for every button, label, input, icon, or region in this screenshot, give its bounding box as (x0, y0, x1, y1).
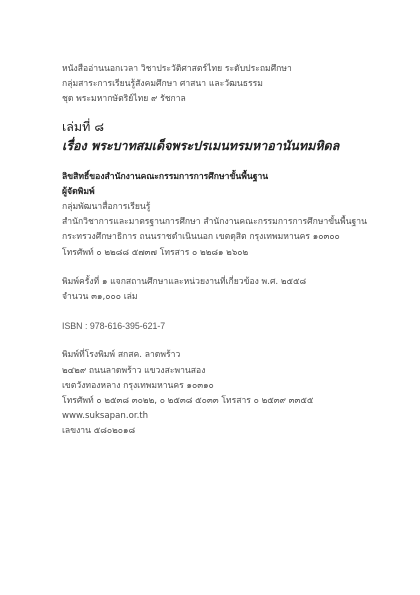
isbn: ISBN : 978-616-395-621-7 (62, 321, 166, 332)
copyright-holder: ลิขสิทธิ์ของสำนักงานคณะกรรมการการศึกษาขั้นพื้นฐาน (62, 171, 269, 182)
job-number: เลขงาน ๕๘๐๒๐๑๘ (62, 426, 136, 437)
series-block (62, 62, 402, 108)
print-quantity: จำนวน ๓๑,๐๐๐ เล่ม (62, 292, 138, 303)
series-line-set: ชุด พระมหากษัตริย์ไทย ๙ รัชกาล (62, 94, 186, 105)
book-title: เรื่อง พระบาทสมเด็จพระปรเมนทรมหาอานันทมหิดล (62, 137, 340, 153)
volume-number: เล่มที่ ๘ (62, 118, 105, 134)
publisher-label: ผู้จัดพิมพ์ (62, 186, 95, 197)
series-line-strand: กลุ่มสาระการเรียนรู้สังคมศึกษา ศาสนา และวัฒนธรรม (62, 79, 263, 90)
publisher-phone: โทรศัพท์ ๐ ๒๒๘๘ ๕๗๓๗ โทรสาร ๐ ๒๒๘๑ ๒๖๐๒ (62, 247, 249, 258)
printer-address: เขตวังทองหลาง กรุงเทพมหานคร ๑๐๓๑๐ (62, 380, 214, 391)
edition-info: พิมพ์ครั้งที่ ๑ แจกสถานศึกษาและหน่วยงานที่เกี่ยวข้อง พ.ศ. ๒๕๕๘ (62, 276, 307, 287)
publisher-line: กระทรวงศึกษาธิการ ถนนราชดำเนินนอก เขตดุสิต กรุงเทพมหานคร ๑๐๓๐๐ (62, 232, 340, 243)
copyright-page (62, 62, 402, 440)
series-line-subject: หนังสืออ่านนอกเวลา วิชาประวัติศาสตร์ไทย ระดับประถมศึกษา (62, 64, 292, 74)
printer-phone: โทรศัพท์ ๐ ๒๕๓๘ ๓๐๒๒, ๐ ๒๕๓๘ ๕๐๓๓ โทรสาร ๐ ๒๕๓๙ ๓๓๕๕ (62, 396, 314, 407)
printer-address: ๒๔๒๙ ถนนลาดพร้าว แขวงสะพานสอง (62, 365, 206, 376)
printer-name: พิมพ์ที่โรงพิมพ์ สกสค. ลาดพร้าว (62, 350, 181, 361)
publisher-line: สำนักวิชาการและมาตรฐานการศึกษา สำนักงานคณะกรรมการการศึกษาขั้นพื้นฐาน (62, 217, 368, 228)
printer-website: www.suksapan.or.th (62, 411, 149, 422)
publisher-line: กลุ่มพัฒนาสื่อการเรียนรู้ (62, 202, 151, 213)
